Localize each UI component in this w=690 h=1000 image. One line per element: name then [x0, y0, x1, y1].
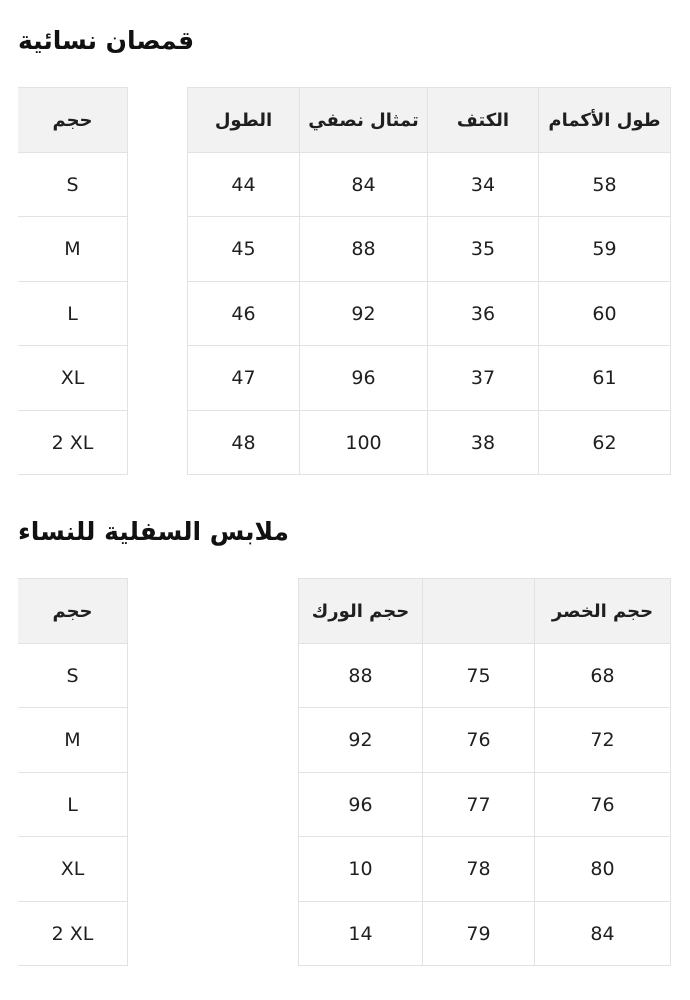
table-cell: 14 — [299, 902, 423, 966]
table-cell: 47 — [188, 346, 300, 411]
table-cell: 75 — [423, 644, 535, 708]
table-cell: 88 — [300, 217, 428, 282]
table-row — [299, 773, 671, 837]
table-cell: 72 — [535, 708, 671, 773]
table-cell: 76 — [535, 773, 671, 837]
size-cell: XL — [18, 837, 128, 902]
table-cell: 76 — [423, 708, 535, 773]
table-cell: 44 — [188, 153, 300, 217]
table-cell: 84 — [535, 902, 671, 966]
table-cell: 48 — [188, 411, 300, 475]
table-cell: 38 — [428, 411, 539, 475]
table-row — [188, 411, 671, 475]
table-cell: 96 — [299, 773, 423, 837]
table-cell: 78 — [423, 837, 535, 902]
table-cell: 80 — [535, 837, 671, 902]
size-cell: 2 XL — [18, 902, 128, 966]
table-cell: 46 — [188, 282, 300, 346]
size-cell: 2 XL — [18, 411, 128, 475]
size-cell: S — [18, 153, 128, 217]
table-row — [188, 217, 671, 282]
table-cell: 36 — [428, 282, 539, 346]
table-cell: 92 — [299, 708, 423, 773]
bust-header: تمثال نصفي — [300, 88, 428, 153]
blank-header — [423, 579, 535, 644]
table-cell: 88 — [299, 644, 423, 708]
shirts-measurements-table — [187, 87, 671, 475]
table-cell: 96 — [300, 346, 428, 411]
shirts-section-title: قمصان نسائية — [18, 26, 195, 55]
table-cell: 61 — [539, 346, 671, 411]
bottoms-section-title: ملابس السفلية للنساء — [18, 517, 289, 546]
size-cell: M — [18, 708, 128, 773]
table-cell: 10 — [299, 837, 423, 902]
table-cell: 62 — [539, 411, 671, 475]
table-cell: 45 — [188, 217, 300, 282]
waist-size-header: حجم الخصر — [535, 579, 671, 644]
table-cell: 68 — [535, 644, 671, 708]
table-cell: 34 — [428, 153, 539, 217]
table-row — [188, 153, 671, 217]
table-cell: 59 — [539, 217, 671, 282]
sleeve-length-header: طول الأكمام — [539, 88, 671, 153]
size-cell: XL — [18, 346, 128, 411]
table-row — [299, 708, 671, 773]
table-row — [299, 902, 671, 966]
table-cell: 77 — [423, 773, 535, 837]
size-cell: L — [18, 773, 128, 837]
table-row — [299, 644, 671, 708]
table-cell: 58 — [539, 153, 671, 217]
table-row — [188, 282, 671, 346]
bottoms-size-table — [18, 578, 128, 966]
table-row — [188, 346, 671, 411]
hip-size-header: حجم الورك — [299, 579, 423, 644]
table-row — [299, 837, 671, 902]
size-cell: L — [18, 282, 128, 346]
shirts-size-table — [18, 87, 128, 475]
length-header: الطول — [188, 88, 300, 153]
size-column-header: حجم — [18, 88, 128, 153]
table-cell: 84 — [300, 153, 428, 217]
table-cell: 79 — [423, 902, 535, 966]
table-cell: 35 — [428, 217, 539, 282]
table-cell: 37 — [428, 346, 539, 411]
size-column-header: حجم — [18, 579, 128, 644]
shoulder-header: الكتف — [428, 88, 539, 153]
size-cell: M — [18, 217, 128, 282]
table-cell: 60 — [539, 282, 671, 346]
table-cell: 92 — [300, 282, 428, 346]
size-cell: S — [18, 644, 128, 708]
bottoms-measurements-table — [298, 578, 671, 966]
table-cell: 100 — [300, 411, 428, 475]
